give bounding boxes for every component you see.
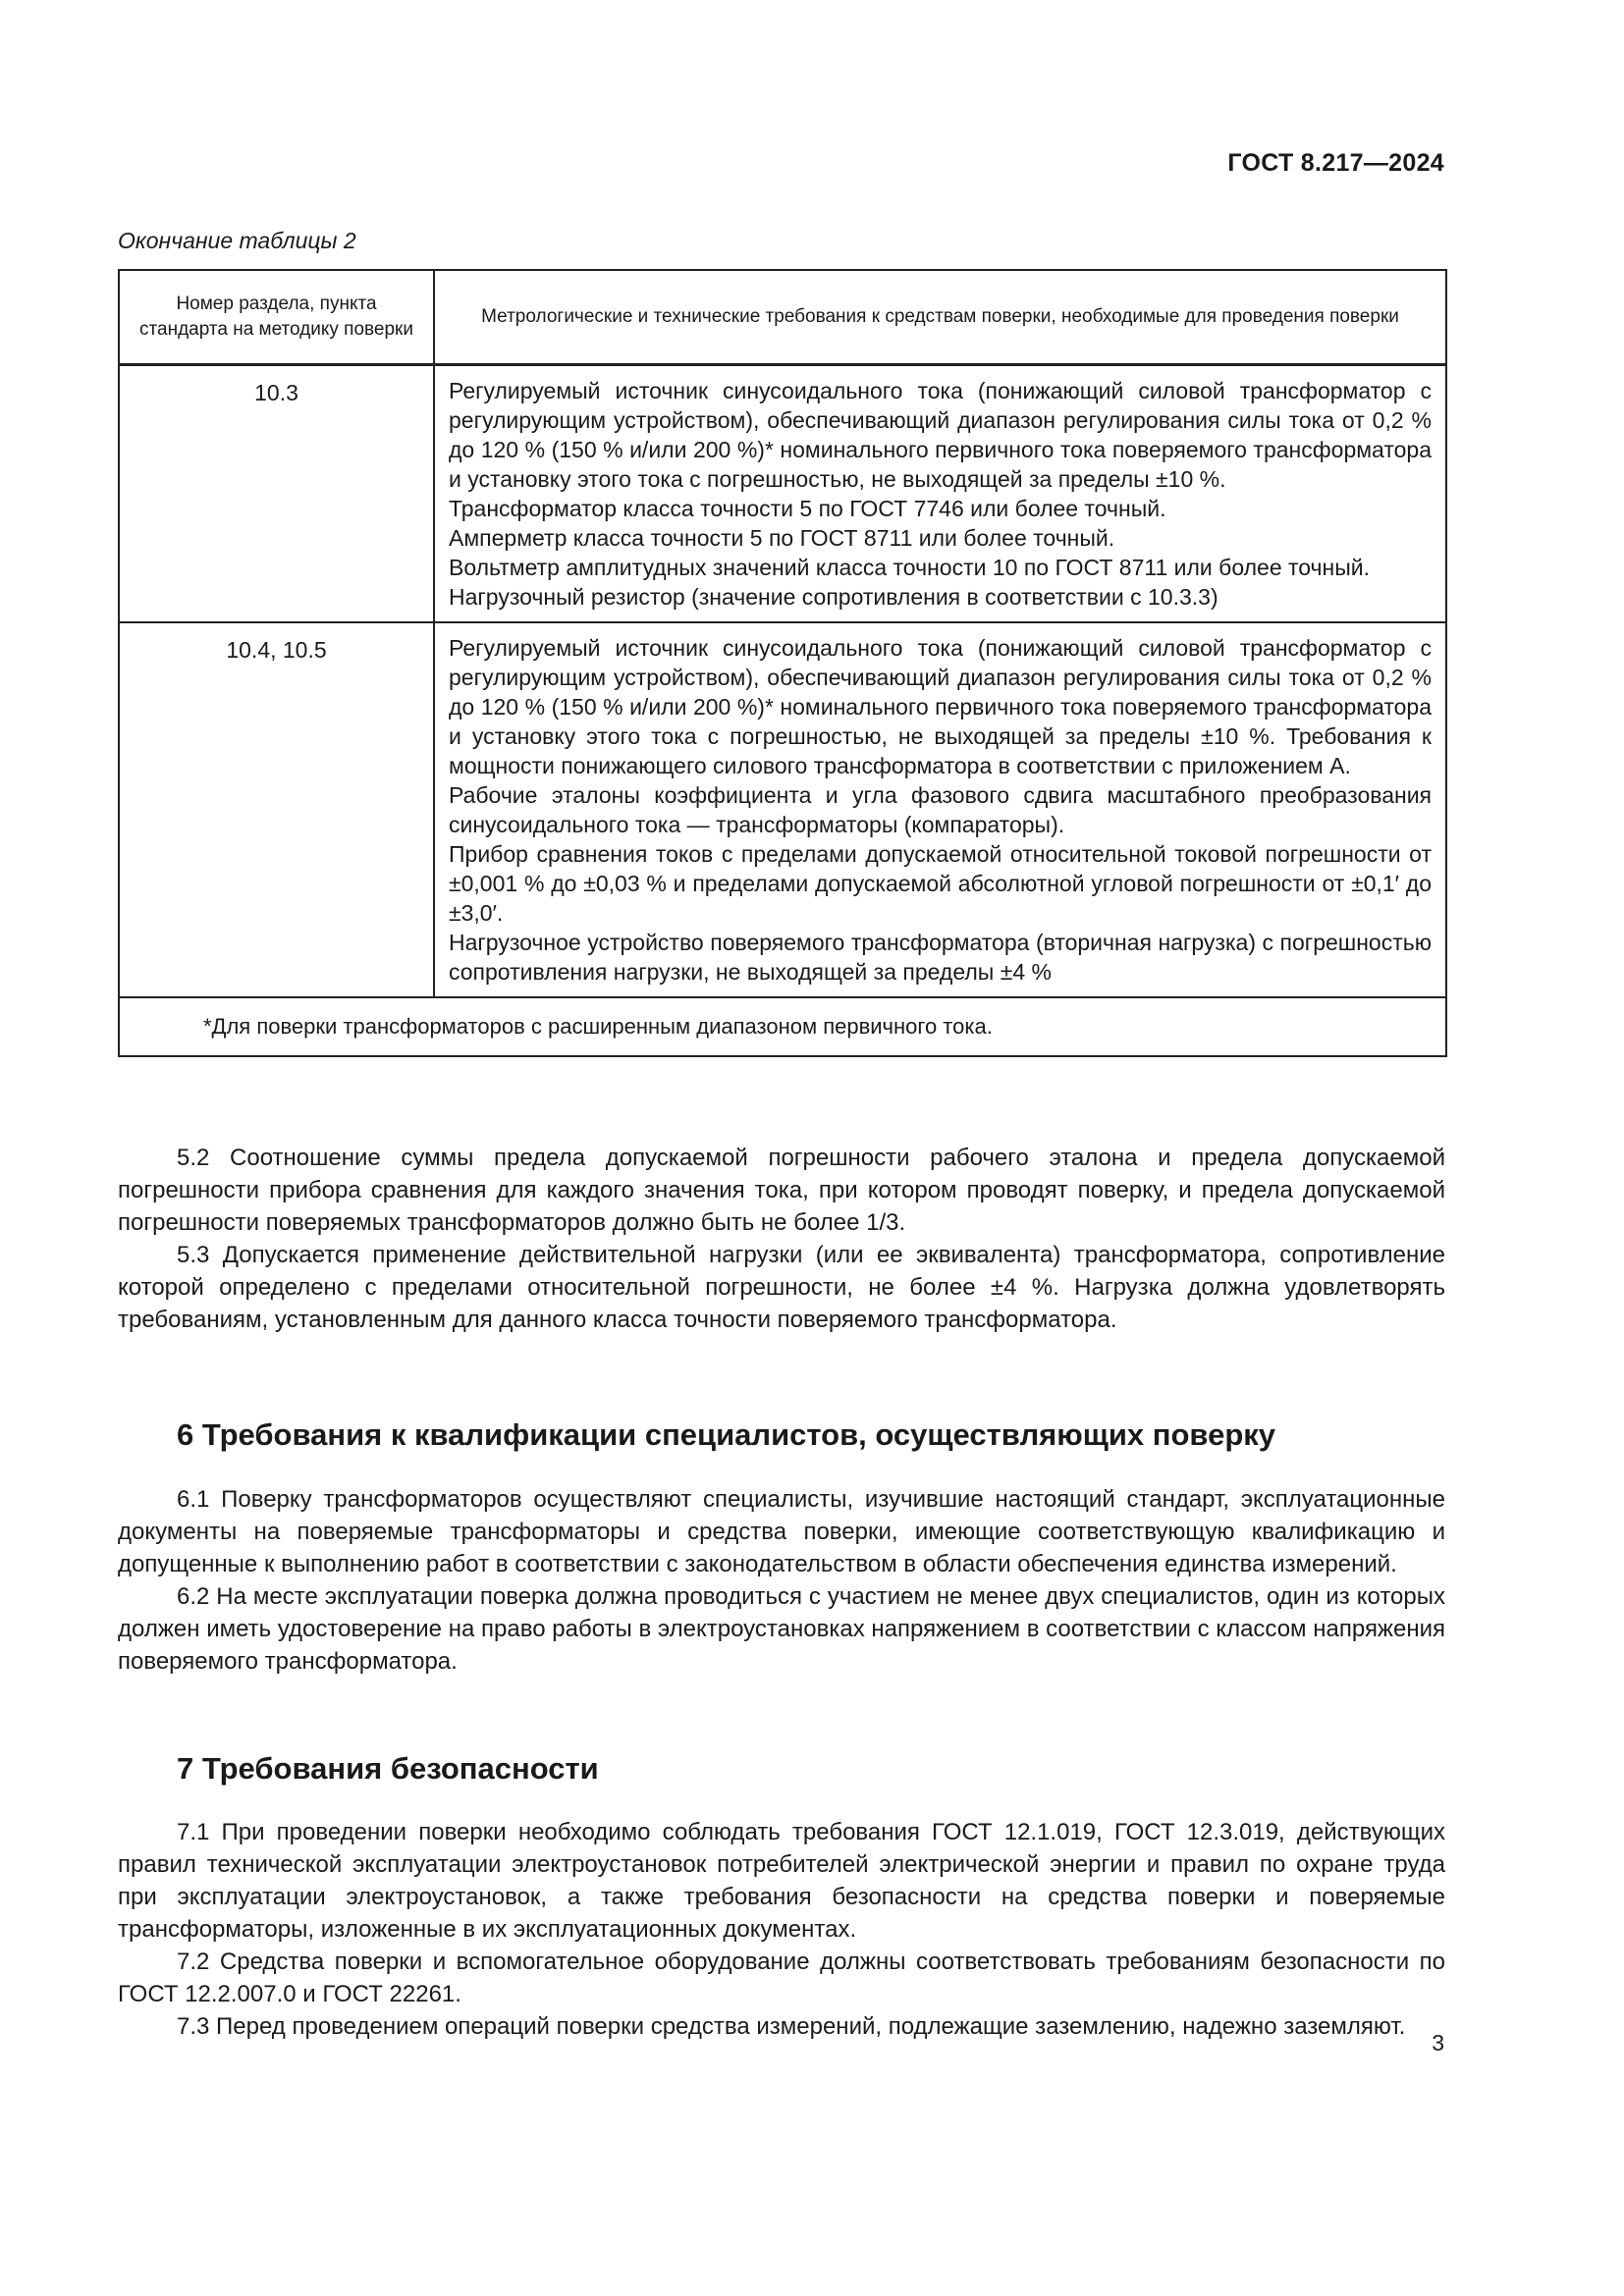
requirement-line: Трансформатор класса точности 5 по ГОСТ 7746 или более точный. xyxy=(449,496,1166,521)
requirements-table xyxy=(118,269,1447,1057)
requirement-line: Вольтметр амплитудных значений класса точности 10 по ГОСТ 8711 или более точный. xyxy=(449,555,1371,580)
document-code: ГОСТ 8.217—2024 xyxy=(1227,149,1444,177)
table-footnote: *Для поверки трансформаторов с расширенным диапазоном первичного тока. xyxy=(119,997,1446,1056)
requirement-line: Амперметр класса точности 5 по ГОСТ 8711 или более точный. xyxy=(449,525,1115,551)
requirement-line: Регулируемый источник синусоидального тока (понижающий силовой трансформатор с регулирующим устройством), обеспечивающий диапазон регулирования силы тока от 0,2 % до 120 % (150 % и/или 200 %)* номинального первичного тока поверяемого трансформатора и установку этого тока с погрешностью, не выходящей за пределы ±10 %. Требования к мощности понижающего силового трансформатора в соответствии с приложением А. xyxy=(449,635,1432,778)
section-5-text xyxy=(118,1142,1445,1336)
paragraph: 6.1 Поверку трансформаторов осуществляют специалисты, изучившие настоящий стандарт, эксплуатационные документы на поверяемые трансформаторы и средства поверки, имеющие соответствующую квалификацию и допущенные к выполнению работ в соответствии с законодательством в области обеспечения единства измерений. xyxy=(118,1486,1445,1577)
paragraph: 7.2 Средства поверки и вспомогательное оборудование должны соответствовать требованиям безопасности по ГОСТ 12.2.007.0 и ГОСТ 22261. xyxy=(118,1949,1445,2007)
requirement-line: Нагрузочный резистор (значение сопротивления в соответствии с 10.3.3) xyxy=(449,584,1218,610)
section-7-text xyxy=(118,1816,1445,2043)
section-6-text xyxy=(118,1483,1445,1678)
col-header-requirements: Метрологические и технические требования к средствам поверки, необходимые для проведения поверки xyxy=(434,270,1446,365)
paragraph: 6.2 На месте эксплуатации поверка должна проводиться с участием не менее двух специалистов, один из которых должен иметь удостоверение на право работы в электроустановках напряжением в соответствии с классом напряжения поверяемого трансформатора. xyxy=(118,1583,1445,1675)
requirement-line: Нагрузочное устройство поверяемого трансформатора (вторичная нагрузка) с погрешностью сопротивления нагрузки, не выходящей за пределы ±4 % xyxy=(449,930,1432,985)
section-6-heading: 6 Требования к квалификации специалистов, осуществляющих поверку xyxy=(177,1417,1276,1452)
paragraph: 7.1 При проведении поверки необходимо соблюдать требования ГОСТ 12.1.019, ГОСТ 12.3.019, действующих правил технической эксплуатации электроустановок потребителей электрической энергии и правил по охране труда при эксплуатации электроустановок, а также требования безопасности на средства поверки и поверяемые трансформаторы, изложенные в их эксплуатационных документах. xyxy=(118,1819,1445,1943)
requirement-line: Регулируемый источник синусоидального тока (понижающий силовой трансформатор с регулирующим устройством), обеспечивающий диапазон регулирования силы тока от 0,2 % до 120 % (150 % и/или 200 %)* номинального первичного тока поверяемого трансформатора и установку этого тока с погрешностью, не выходящей за пределы ±10 %. xyxy=(449,378,1432,492)
paragraph: 7.3 Перед проведением операций поверки средства измерений, подлежащие заземлению, надежно заземляют. xyxy=(177,2013,1406,2040)
requirement-line: Прибор сравнения токов с пределами допускаемой относительной токовой погрешности от ±0,001 % до ±0,03 % и пределами допускаемой абсолютной угловой погрешности от ±0,1′ до ±3,0′. xyxy=(449,841,1432,926)
requirements-cell xyxy=(434,365,1446,623)
table-caption: Окончание таблицы 2 xyxy=(118,228,356,253)
paragraph: 5.2 Соотношение суммы предела допускаемой погрешности рабочего эталона и предела допускаемой погрешности прибора сравнения для каждого значения тока, при котором проводят поверку, и предела допускаемой погрешности поверяемых трансформаторов должно быть не более 1/3. xyxy=(118,1145,1445,1236)
page-number: 3 xyxy=(1432,2030,1444,2056)
requirements-cell xyxy=(434,622,1446,997)
paragraph: 5.3 Допускается применение действительной нагрузки (или ее эквивалента) трансформатора, сопротивление которой определено с пределами относительной погрешности, не более ±4 %. Нагрузка должна удовлетворять требованиям, установленным для данного класса точности поверяемого трансформатора. xyxy=(118,1242,1445,1333)
requirement-line: Рабочие эталоны коэффициента и угла фазового сдвига масштабного преобразования синусоидального тока — трансформаторы (компараторы). xyxy=(449,782,1432,837)
table-header-row xyxy=(119,270,1446,365)
section-number-cell: 10.3 xyxy=(119,365,434,623)
table-row xyxy=(119,622,1446,997)
table-row xyxy=(119,365,1446,623)
section-number-cell: 10.4, 10.5 xyxy=(119,622,434,997)
table-footnote-row xyxy=(119,997,1446,1056)
col-header-section: Номер раздела, пункта стандарта на методику поверки xyxy=(119,270,434,365)
section-7-heading: 7 Требования безопасности xyxy=(177,1751,599,1786)
